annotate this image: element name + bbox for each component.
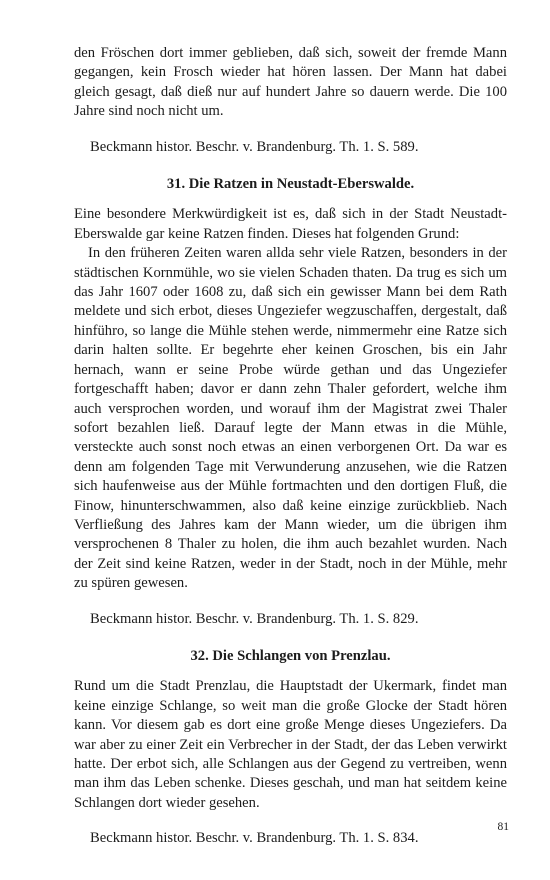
- intro-paragraph: den Fröschen dort immer geblieben, daß sich, soweit der fremde Mann gegangen, kein Frosch wieder hat hören lassen. Der Mann hat dabei gleich gesagt, daß dieß nur auf hundert Jahre so dauern werde. Die 100 Jahre sind noch nicht um.: [74, 45, 507, 120]
- section-31-paragraph-2: In den früheren Zeiten waren allda sehr viele Ratzen, besonders in der städtischen Kornmühle, wo sie vielen Schaden thaten. Da trug es sich um das Jahr 1607 oder 1608 zu, daß sich ein gewisser Mann bei dem Rath meldete und sich erbot, dieses Ungeziefer wegzuschaffen, dergestalt, daß hinführo, so lange die Mühle stehen werde, nimmermehr eine Ratze sich darin halten sollte. Er begehrte eher keinen Groschen, bis ein Jahr hernach, wann er seine Probe würde gethan und das Ungeziefer fortgeschafft haben; davor er dann zehn Thaler gefordert, welche ihm auch versprochen worden, und worauf ihm der Magistrat zwei Thaler sofort bezahlen ließ. Darauf legte der Mann etwas in die Mühle, versteckte auch sonst noch etwas an einen verborgenen Ort. Da war es denn am folgenden Tage mit Verwunderung anzusehen, wie die Ratzen sich haufenweise aus der Mühle fortmachten und den dortigen Fluß, die Finow, hinunterschwammen, also daß keine einzige zurückblieb. Nach Verfließung des Jahres kam der Mann wieder, um die übrigen ihm versprochenen 8 Thaler zu holen, die ihm auch bezahlet wurden. Nach der Zeit sind keine Ratzen, weder in der Stadt, noch in der Mühle, mehr zu spüren gewesen.: [74, 245, 507, 592]
- section-31-paragraph-1: Eine besondere Merkwürdigkeit ist es, daß sich in der Stadt Neustadt-Eberswalde gar keine Ratzen finden. Dieses hat folgenden Grund:: [74, 206, 507, 242]
- section-31-heading: 31. Die Ratzen in Neustadt-Eberswalde.: [166, 176, 415, 193]
- section-32-paragraph-1: Rund um die Stadt Prenzlau, die Hauptstadt der Ukermark, findet man keine einzige Schlange, so weit man die große Glocke der Stadt hören kann. Vor diesem gab es dort eine große Menge dieses Ungeziefers. Da war aber zu einer Zeit ein Verbrecher in der Stadt, der das Leben verwirkt hatte. Der erbot sich, alle Schlangen aus der Gegend zu vertreiben, wenn man ihm das Leben schenke. Dieses geschah, und man hat seitdem keine Schlangen dort wieder gesehen.: [74, 678, 507, 811]
- section-32-source-citation: Beckmann histor. Beschr. v. Brandenburg. Th. 1. S. 834.: [90, 830, 419, 847]
- section-32-heading: 32. Die Schlangen von Prenzlau.: [190, 647, 391, 664]
- book-page: [74, 44, 507, 849]
- page-number: 81: [497, 821, 509, 833]
- intro-source-citation: Beckmann histor. Beschr. v. Brandenburg. Th. 1. S. 589.: [90, 138, 419, 155]
- section-31-source-citation: Beckmann histor. Beschr. v. Brandenburg. Th. 1. S. 829.: [90, 610, 419, 627]
